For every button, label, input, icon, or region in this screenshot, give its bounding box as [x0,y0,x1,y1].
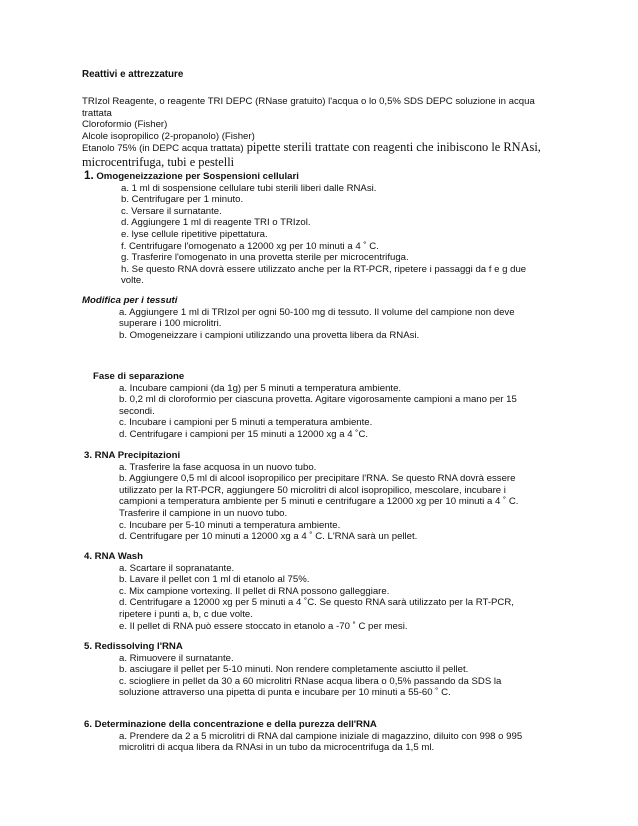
reagent-line: TRIzol Reagente, o reagente TRI DEPC (RNase gratuito) l'acqua o lo 0,5% SDS DEPC soluzione in acqua [82,96,535,107]
step: g. Trasferire l'omogenato in una provetta sterile per microcentrifuga. [121,252,409,264]
section-heading: Modifica per i tessuti [82,295,178,306]
step: a. Rimuovere il surnatante. [119,652,234,664]
step: a. Prendere da 2 a 5 microlitri di RNA dal campione iniziale di magazzino, diluito con 998 o 995 [119,730,523,742]
step: secondi. [119,405,155,417]
step: volte. [121,275,144,287]
section-6 [84,719,564,754]
reagent-line: trattata [82,107,112,119]
reagent-line: Etanolo 75% (in DEPC acqua trattata) pipette sterili trattate con reagenti che inibiscono le RNAsi, [82,140,541,155]
section-heading: 3. RNA Precipitazioni [84,450,181,461]
step: c. Mix campione vortexing. Il pellet di RNA possono galleggiare. [119,585,390,597]
step: b. Aggiungere 0,5 ml di alcool isopropilico per precipitare l'RNA. Se questo RNA dovrà essere [119,473,516,485]
step: d. Centrifugare per 10 minuti a 12000 xg a 4 ˚ C. L'RNA sarà un pellet. [119,531,418,543]
step: b. Centrifugare per 1 minuto. [121,194,244,206]
step: Trasferire il campione in un nuovo tubo. [119,507,288,519]
step: c. sciogliere in pellet da 30 a 60 microlitri RNase acqua libera o 0,5% passando da SDS la [119,675,502,687]
section-3 [84,450,564,543]
section-2 [93,371,573,441]
step: e. lyse cellule ripetitive pipettatura. [121,228,268,240]
step: c. Incubare per 5-10 minuti a temperatura ambiente. [119,519,341,531]
section-5 [84,641,564,699]
step: d. Centrifugare a 12000 xg per 5 minuti a 4 ˚C. Se questo RNA sarà utilizzato per la RT-PCR, [119,597,514,609]
step: soluzione attraverso una pipetta di punta e incubare per 10 minuti a 55-60 ˚ C. [119,687,451,699]
step: ripetere i punti a, b, c due volte. [119,608,253,620]
step: superare i 100 microlitri. [119,318,222,330]
section-heading: 4. RNA Wash [84,551,143,562]
section-heading: Fase di separazione [93,371,185,382]
section-heading: 5. Redissolving l'RNA [84,641,183,652]
reagent-line: Alcole isopropilico (2-propanolo) (Fisher) [82,130,255,142]
step: b. Lavare il pellet con 1 ml di etanolo al 75%. [119,574,310,586]
reagent-line: Cloroformio (Fisher) [82,119,168,131]
step: a. Incubare campioni (da 1g) per 5 minuti a temperatura ambiente. [119,382,402,394]
step: microlitri di acqua libera da RNAsi in un tubo da microcentrifuga da 1,5 ml. [119,742,435,754]
step: h. Se questo RNA dovrà essere utilizzato anche per la RT-PCR, ripetere i passaggi da f e g due [121,263,527,275]
section-heading: 1. Omogeneizzazione per Sospensioni cellulari [84,169,299,182]
step: b. Omogeneizzare i campioni utilizzando una provetta libera da RNAsi. [119,329,420,341]
doc-title: Reattivi e attrezzature [82,69,184,80]
step: e. Il pellet di RNA può essere stoccato in etanolo a -70 ˚ C per mesi. [119,620,408,632]
step: b. asciugare il pellet per 5-10 minuti. Non rendere completamente asciutto il pellet. [119,664,469,676]
reagent-line: microcentrifuga, tubi e pestelli [82,154,235,169]
step: c. Versare il surnatante. [121,205,222,217]
step: a. Scartare il sopranatante. [119,562,235,574]
section-1 [84,170,564,287]
step: d. Centrifugare i campioni per 15 minuti a 12000 xg a 4 ˚C. [119,428,369,440]
step: campioni a temperatura ambiente per 5 minuti e centrifugare a 12000 xg per 10 minuti a 4 ˚ C. [119,496,519,508]
step: a. 1 ml di sospensione cellulare tubi sterili liberi dalle RNAsi. [121,182,377,194]
step: f. Centrifugare l'omogenato a 12000 xg per 10 minuti a 4 ˚ C. [121,240,379,252]
reagents-list [82,96,562,169]
step: c. Incubare i campioni per 5 minuti a temperatura ambiente. [119,417,373,429]
section-heading: 6. Determinazione della concentrazione e della purezza dell'RNA [84,719,377,730]
step: utilizzato per la RT-PCR, aggiungere 50 microlitri di alcol isopropilico, mescolare, incubare i [119,484,506,496]
section-4 [84,551,564,632]
step: b. 0,2 ml di cloroformio per ciascuna provetta. Agitare vigorosamente campioni a mano per 15 [119,394,517,406]
step: a. Trasferire la fase acquosa in un nuovo tubo. [119,461,317,473]
section-tissue [82,295,562,341]
step: d. Aggiungere 1 ml di reagente TRI o TRIzol. [121,217,311,229]
step: a. Aggiungere 1 ml di TRIzol per ogni 50-100 mg di tessuto. Il volume del campione non deve [119,306,515,318]
